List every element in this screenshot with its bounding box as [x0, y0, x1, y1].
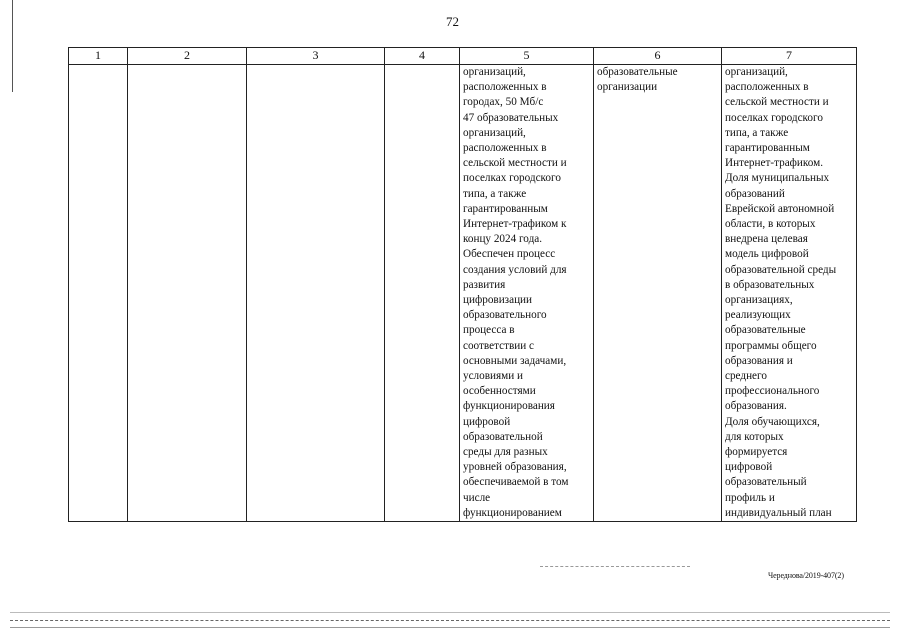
cell-text-line: образовательные	[597, 66, 678, 78]
column-header-1: 1	[69, 48, 128, 65]
cell-text-line: Доля обучающихся,	[725, 415, 820, 428]
cell-text-line: образования.	[725, 400, 787, 413]
cell-text-line: образовательные	[725, 324, 806, 337]
cell-text-line: образовательной среды	[725, 263, 837, 276]
cell-text-line: организаций,	[463, 66, 526, 78]
cell-text-line: поселках городского	[463, 172, 561, 185]
cell-text-line: гарантированным	[463, 202, 548, 215]
cell-text-line: профиль и	[725, 491, 775, 504]
cell-text-line: образовательного	[463, 309, 547, 322]
column-header-6: 6	[594, 48, 722, 65]
page-number: 72	[446, 14, 459, 29]
cell-col-1	[69, 65, 128, 522]
cell-text-line: функционированием	[463, 506, 562, 519]
cell-text-line: образований	[725, 187, 785, 200]
cell-text-line: обеспечиваемой в том	[463, 476, 569, 489]
cell-text-line: 47 образовательных	[463, 111, 559, 124]
cell-text-line: Доля муниципальных	[725, 172, 830, 185]
cell-text-line: сельской местности и	[725, 96, 829, 109]
cell-text-line: поселках городского	[725, 111, 823, 124]
cell-text-line: соответствии с	[463, 339, 534, 352]
cell-col-2	[128, 65, 247, 522]
cell-text-line: Интернет-трафиком.	[725, 157, 824, 170]
cell-text-line: расположенных в	[463, 81, 547, 94]
column-header-2: 2	[128, 48, 247, 65]
cell-text-line: реализующих	[725, 309, 791, 322]
cell-col-7	[722, 65, 857, 522]
cell-text-line: функционирования	[463, 400, 555, 413]
cell-col-3	[247, 65, 385, 522]
cell-text-line: расположенных в	[725, 81, 809, 94]
cell-text-line: образования и	[725, 354, 793, 367]
column-header-5: 5	[460, 48, 594, 65]
scan-artifact-line	[10, 612, 890, 613]
cell-text-line: формируется	[725, 446, 788, 459]
cell-text-line: Обеспечен процесс	[463, 248, 556, 261]
cell-text-line: области, в которых	[725, 218, 816, 231]
cell-text-line: организаций,	[725, 66, 788, 78]
cell-text-line: создания условий для	[463, 263, 567, 276]
cell-text-line: модель цифровой	[725, 248, 809, 261]
scan-artifact-line	[10, 627, 890, 628]
table-header-row	[69, 48, 857, 65]
scan-artifact-line	[10, 620, 890, 621]
scan-artifact-line	[540, 566, 690, 567]
column-header-4: 4	[385, 48, 460, 65]
cell-text-line: организации	[597, 81, 658, 94]
cell-text-line: концу 2024 года.	[463, 233, 543, 246]
cell-text-line: цифровой	[463, 415, 511, 428]
cell-text-line: в образовательных	[725, 278, 815, 291]
cell-text-line: основными задачами,	[463, 354, 567, 367]
cell-text-line: для которых	[725, 430, 784, 443]
column-header-7: 7	[722, 48, 857, 65]
cell-text-line: образовательной	[463, 430, 543, 443]
cell-text-line: типа, а также	[463, 187, 527, 200]
cell-text-line: организаций,	[463, 126, 526, 139]
cell-text-line: уровней образования,	[463, 461, 567, 474]
cell-text-line: развития	[463, 278, 506, 291]
cell-text-line: условиями и	[463, 370, 524, 383]
cell-text-line: профессионального	[725, 385, 820, 398]
cell-text-line: организациях,	[725, 294, 793, 307]
cell-text-line: особенностями	[463, 385, 536, 398]
document-code: Череднова/2019-407(2)	[768, 571, 844, 580]
cell-text-line: гарантированным	[725, 142, 810, 155]
document-table	[68, 47, 857, 522]
cell-col-4	[385, 65, 460, 522]
cell-text-line: программы общего	[725, 339, 817, 352]
cell-text-line: сельской местности и	[463, 157, 567, 170]
cell-text-line: цифровизации	[463, 294, 533, 307]
cell-text-line: Интернет-трафиком к	[463, 218, 567, 231]
cell-text-line: числе	[463, 491, 491, 504]
table-row	[69, 65, 857, 522]
cell-text-line: среды для разных	[463, 446, 548, 459]
cell-col-5	[460, 65, 594, 522]
cell-text-line: внедрена целевая	[725, 233, 808, 246]
cell-text-line: типа, а также	[725, 126, 789, 139]
column-header-3: 3	[247, 48, 385, 65]
cell-col-6	[594, 65, 722, 522]
cell-text-line: среднего	[725, 370, 767, 383]
cell-text-line: расположенных в	[463, 142, 547, 155]
cell-text-line: Еврейской автономной	[725, 202, 835, 215]
cell-text-line: индивидуальный план	[725, 506, 832, 519]
cell-text-line: образовательный	[725, 476, 807, 489]
cell-text-line: цифровой	[725, 461, 773, 474]
cell-text-line: процесса в	[463, 324, 515, 337]
cell-text-line: городах, 50 Мб/с	[463, 96, 544, 109]
